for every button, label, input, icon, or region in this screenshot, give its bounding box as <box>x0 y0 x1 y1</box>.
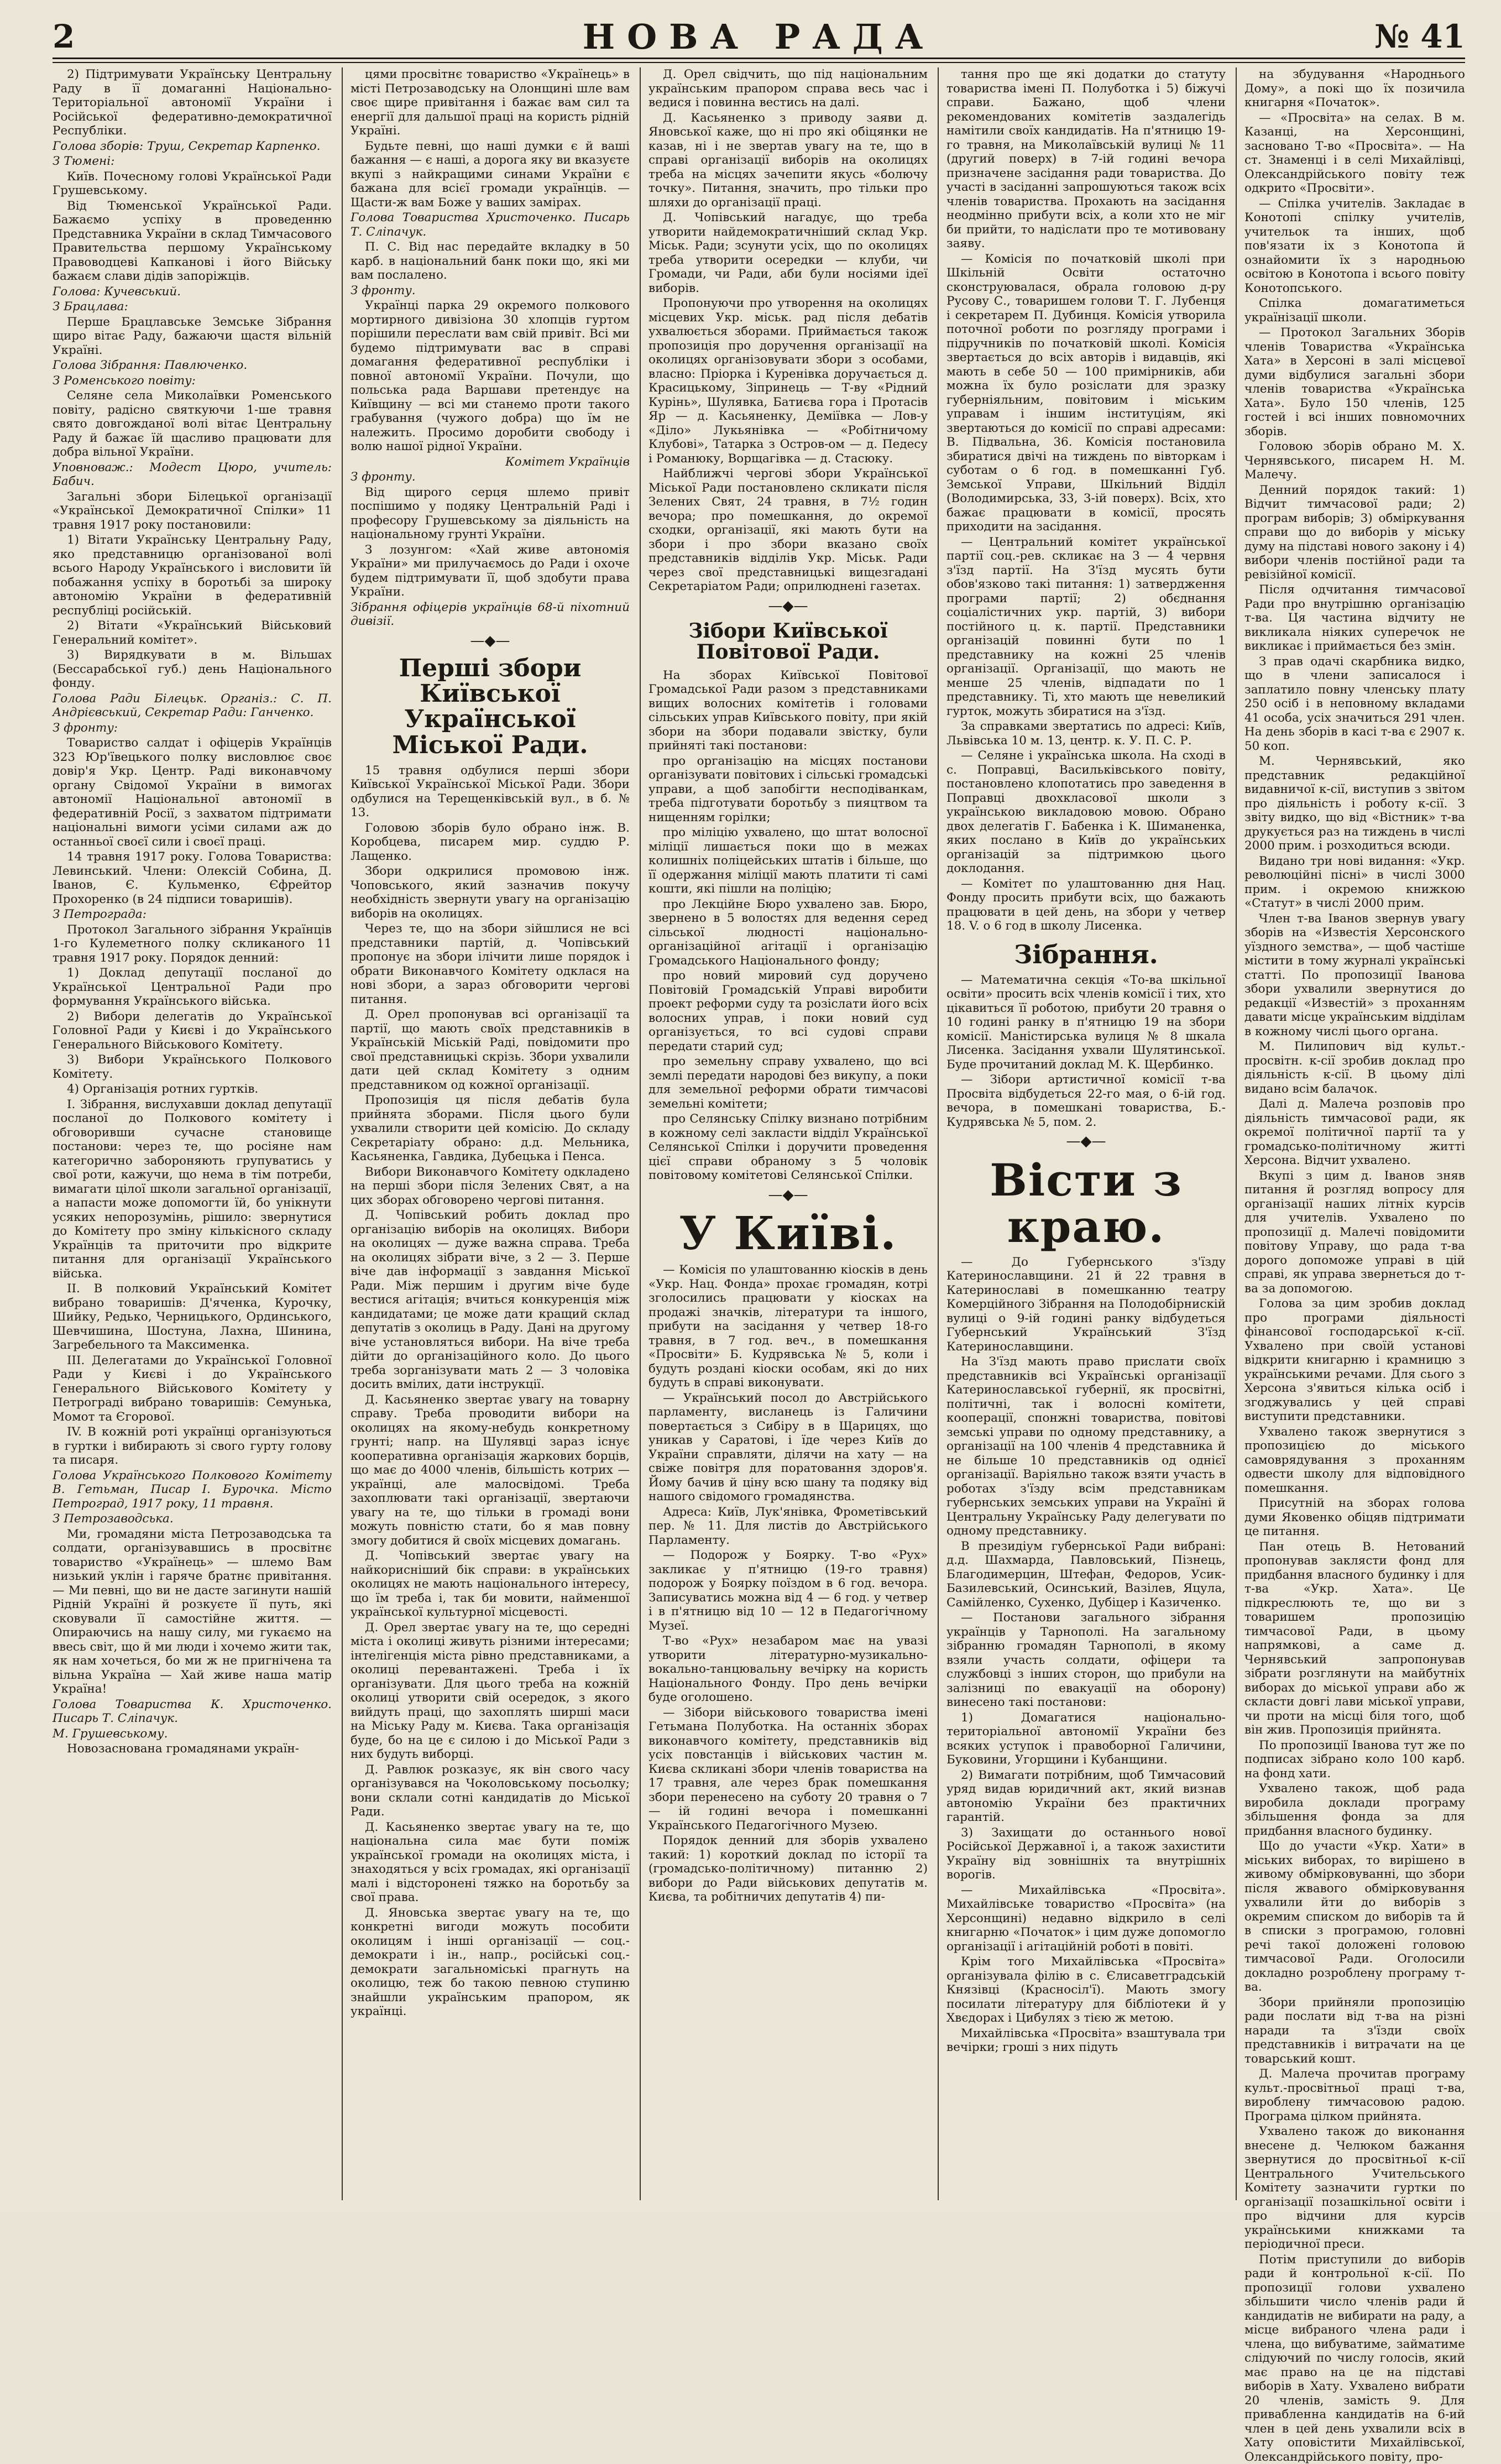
paragraph: Михайлівська «Просвіта» взаштувала три вечірки; гроші з них підуть <box>946 2027 1226 2055</box>
paragraph: Голова за цим зробив доклад про програми діяльності фінансової господарської к-сії. Ухвалено при своїй установі відкрити книгарню і крамницю з українськими речами. Для сього з Херсона з'явиться кілька осіб і згоджувались у цей справі виступити представники. <box>1244 1297 1465 1424</box>
paragraph: Присутній на зборах голова думи Яковенко обіцяв підтримати це питання. <box>1244 1496 1465 1539</box>
paragraph: В президіум губернської Ради вибрані: д.д. Шахмарда, Павловський, Пізнець, Благодимерцин, Штефан, Федоров, Усик-Базилевський, Осинський, Вазілев, Яцула, Самійленко, Сухенко, Дубіцер і Казиченко. <box>946 1539 1226 1610</box>
headline-in-kyiv: У Київі. <box>648 1210 928 1257</box>
column-1 <box>53 67 332 2200</box>
paragraph: Порядок денний для зборів ухвалено такий: 1) короткий доклад по історії та (громадсько-політичному) питанню 2) вибори до Ради військових депутатів м. Києва, та робітничих депутатів 4) пи- <box>648 1834 928 1904</box>
paragraph: про земельну справу ухвалено, що всі землі передати народові без викупу, а поки для земельної реформи обрати тимчасові земельні комітети; <box>648 1054 928 1111</box>
column-5 <box>1244 67 1465 2200</box>
paragraph: Головою зборів було обрано інж. В. Коробцева, писарем мир. суддю Р. Лащенко. <box>351 821 630 864</box>
paragraph: Д. Чопівський робить доклад про організацію виборів на околицях. Вибори на околицях — дуже важна справа. Треба на околицях зібрати віче, з 2 — 3. Перше віче дав інформації з завдання Міської Ради. Між першим і другим віче буде вестися агітація; вчиться конкуренція між кандидатами; це може дати кращий склад депутатів з околиць в Раду. Дані на другому віче установляться вибори. На віче треба дійти до організаційного коло. До цього треба зорганізувати мать 2 — 3 чоловіка досить вмілих, дати інструкції. <box>351 1208 630 1392</box>
paragraph: Т-во «Рух» незабаром має на увазі утворити літературно-музикально-вокально-танцювальну вечірку на користь Національного Фонду. Про день вечірки буде оголошено. <box>648 1634 928 1705</box>
paragraph: Селяне села Миколаївки Роменського повіту, радісно святкуючи 1-ше травня свято довгожданої волі вітає Центральну Раду й бажає їй щасливо працювати для добра вільної України. <box>53 389 332 460</box>
dateline: З Петрозаводська. <box>53 1512 332 1526</box>
ornament-divider: —◆— <box>648 1188 928 1203</box>
paragraph: 3) Вирядкувати в м. Вільшах (Бессарабської губ.) день Національного фонду. <box>53 648 332 691</box>
headline-kyiv-city-council: Перші збори Київської Української Міської Ради. <box>351 656 630 758</box>
signature: Уповноваж.: Модест Цюро, учитель: Бабич. <box>53 461 332 489</box>
paragraph: Від щирого серця шлемо привіт поспішимо у подяку Центральній Раді і професору Грушевському за діяльність на національному грунті України. <box>351 486 630 542</box>
paragraph: Ухвалено також звернутися з пропозицією до міського самоврядування з проханням одвести школу для відповідного помешкання. <box>1244 1425 1465 1496</box>
news-item: — До Губернського з'їзду Катеринославщини. 21 й 22 травня в Катеринославі в помешканню театру Комерційного Зібрання на Полодобірнискій вулиці о 9-ій годині ранку відбудеться Губернський Український З'їзд Катеринославщини. <box>946 1255 1226 1354</box>
news-item: — Комісія по початковій школі при Шкільній Освіти остаточно сконструювалася, обрала головою д-ру Русову С., товаришем голови Т. Г. Лубенця і секретарем П. Дубинця. Комісія утворила поточної роботи по розгляду програми і підручників по початковій школі. Комісія звертається до всіх авторів і видавців, які мають в себе 50 — 100 примірників, аби можна їх було розіслати для зразку губерніяльним, повітовим і міським управам і іншим інституціям, які звертаються до комісії по справі адресами: В. Підвальна, 36. Комісія постановила збиратися двічі на тиждень по вівторкам і суботам о 6 год. в помешканні Губ. Земської Управи, Шкільний Відділ (Володимирська, 33, 3-ій поверх). Всіх, хто бажає працювати в комісії, просять приходити на засідання. <box>946 252 1226 534</box>
ornament-divider: —◆— <box>351 634 630 649</box>
paragraph: Д. Чопівський звертає увагу на найкорисніший бік справи: в українських околицях не мають національного інтересу, що їм треба і, так би мовити, найменшої української культурної місцевості. <box>351 1549 630 1620</box>
paragraph: На З'їзд мають право прислати своїх представників всі Українські організації Катеринославської губернії, як просвітні, політичні, так і волосні комітети, кооперації, спонжні товариства, повітові земські управи по одному представнику, а організації на 100 членів 4 представника й не більше 10 представників од однієї організації. Варіяльно також взяти участь в роботах з'їзду всім представникам губернських земських управи на Україні й Центральну Українську Раду делегувати по одному представнику. <box>946 1355 1226 1538</box>
masthead-rule <box>53 58 1465 63</box>
paragraph: Перше Брацлавське Земське Зібрання щиро вітає Раду, бажаючи щастя вільній Україні. <box>53 315 332 358</box>
paragraph: М. Чернявський, яко представник редакційної видавничої к-сії, виступив з звітом про діяльність і роботу к-сії. З звіту видко, що від «Вістник» т-ва друкується раз на тиждень в числі 2000 прим. і розходиться всюди. <box>1244 754 1465 853</box>
paragraph: П. С. Від нас передайте вкладку в 50 карб. в національний банк поки що, які ми вам послалено. <box>351 240 630 283</box>
paragraph: Після одчитання тимчасової Ради про внутрішню організацію т-ва. Ця частина відчиту не викликала ніяких суперечок не викликає і приймається без змін. <box>1244 583 1465 654</box>
column-rule <box>640 67 641 2200</box>
paragraph: 2) Вітати «Український Військовий Генеральний комітет». <box>53 619 332 647</box>
paragraph: Що до участи «Укр. Хати» в міських виборах, то вирішено в живому обмірковуванні, що збори після жвавого обмірковування ухвалили йти до виборів з окремим списком до виборів та й в списки з програмою, головні речі такої доложені головою тимчасової Ради. Оголосили докладно розроблену програму т-ва. <box>1244 1839 1465 1995</box>
signature: Голова Товариства Христоченко. Писарь Т. Сліпачук. <box>351 211 630 239</box>
paragraph: 1) Доклад депутації посланої до Української Центральної Ради про формування Українського війська. <box>53 966 332 1009</box>
paragraph: Через те, що на збори зійшлися не всі представники партій, д. Чопівський пропонує на збори ілічити лише порядок і обрати Виконавчого Комітету одклася на нові збори, а зараз обговорити чергові питання. <box>351 922 630 1006</box>
paragraph: Далі д. Малеча розповів про діяльність тимчасової ради, як окремої політичної партії та у громадсько-політичному житті Херсона. Відчит ухвалено. <box>1244 1097 1465 1168</box>
dateline: З фронту. <box>351 470 630 484</box>
paragraph: про міліцію ухвалено, що штат волосної міліції лишається поки що в межах колишніх поліцейських штатів і більше, що її одержання міліції мають платити ті самі кошти, які пішли на поліцію; <box>648 826 928 896</box>
news-item: — Селяне і українська школа. На сході в с. Поправці, Васильківського повіту, постановлено клопотатись про заведення в Поправці двохкласової школи з українською викладовою мовою. Обрано двох делегатів Г. Бабенка і К. Шиманенка, яких послано в Київ до українських організацій за підтримкою цього доклодання. <box>946 749 1226 876</box>
paragraph: цями просвітнє товариство «Українець» в місті Петрозаводську на Олонщині шле вам своє щире привітання і бажає вам сил та енергії для дальшої праці на користь рідній Україні. <box>351 67 630 138</box>
paragraph: Протокол Загального зібрання Українців 1-го Кулеметного полку скликаного 11 травня 1917 року. Порядок денний: <box>53 923 332 965</box>
news-item: — Центральний комітет української партії соц.-рев. скликає на 3 — 4 червня з'їзд партії. На З'їзд мусять бути обов'язково такі питання: 1) затвердження програми партії; 2) обєднання соціалістичних укр. партій, 3) вибори постійного ц. к. партії. Представники організацій повинні бути по 1 представнику на кожні 25 членів організації. Організації, що мають не менше 25 членів, відпадати по 1 представнику. Ті, хто мають ще невеликий гурток, можуть збиратися на з'їзд. <box>946 535 1226 719</box>
paragraph: про організацію на місцях постанови організувати повітових і сільські громадські управи, а щоб запобігти несподіванкам, треба підготувати боротьбу з пияцтвом та нищенням горілки; <box>648 754 928 825</box>
signature: Голова Українського Полкового Комітету В. Гетьман, Писар І. Бурочка. Місто Петроград, 1917 року, 11 травня. <box>53 1469 332 1511</box>
paragraph: Новозаснована громадянами україн- <box>53 1742 332 1756</box>
paragraph: 2) Підтримувати Українську Центральну Раду в її домаганні Національно-Територіальної автономії України і Російської федеративно-демократичної Республіки. <box>53 67 332 138</box>
news-item: — Зібори військового товариства імені Гетьмана Полуботка. На останніх зборах виконавчого комітету, представників від усіх повстанців і військових частин м. Києва скликані збори членів товариства на 17 травня, але через брак помешкання збори перенесено на суботу 20 травня о 7 — ій годині вечора і помешканні Українського Педагогічного Музею. <box>648 1706 928 1833</box>
column-2 <box>351 67 630 2200</box>
signature: Голова зборів: Труш, Секретар Карпенко. <box>53 139 332 154</box>
news-item: — Український посол до Австрійського парламенту, висланець із Галичини повертається з Сибіру в в Щарицях, що уникав у Саратові, і їде через Київ до України справляти, ділячи на хату — на свіже повітря для поратовання здоров'я. Йому бачив й ціну всю шану та подяку від нашого свідомого громадянства. <box>648 1391 928 1504</box>
paragraph: Київ. Почесному голові Української Ради Грушевському. <box>53 170 332 198</box>
paragraph: Вкупі з цим д. Іванов зняв питання й розгляд вопросу для організації наших літніх курсів для учителів. Ухвалено по пропозиції д. Малечі повідомити повітову Управу, що рада т-ва дорого допоможе управі в цій справі, як управа звернеться до т-ва за допомогою. <box>1244 1169 1465 1296</box>
paragraph: Крім того Михайлівська «Просвіта» організувала філію в с. Єлисаветградській Князівці (Красносіл'ї). Мають змогу посилати літературу для бібліотеки й у Хвєдорах і Цибулях з тією ж метою. <box>946 1955 1226 2026</box>
paragraph: За справками звертатись по адресі: Київ, Львівська 10 м. 13, центр. к. У. П. С. Р. <box>946 719 1226 748</box>
signature: Зібрання офіцерів українців 68-й піхотний дивізії. <box>351 601 630 629</box>
paragraph: З прав одачі скарбника видко, що в члени записалося і заплатило повну членську плату 250 осіб і в неповному вкладами 41 особа, усіх значиться 291 член. На день зборів в касі т-ва є 2907 к. 50 коп. <box>1244 655 1465 754</box>
news-item: — Постанови загального зібрання українців у Тарнополі. На загальному зібранню громадян Тарнополі, в якому взяли участь солдати, офіцери та службовці з інших сторон, що прибули на залізниці по евакуації на оборону) винесено такі постанови: <box>946 1611 1226 1710</box>
paragraph: Товариство салдат і офіцерів Українців 323 Юр'ївецького полку висловлює своє довір'я Укр. Центр. Раді виконавчому органу Свідомої України в вимогах автономії Національної автономії в федеративній Росії, з захватом підтримати національні вимоги усіми силами аж до останньої своєї сили і своєї праці. <box>53 736 332 849</box>
paragraph: 1) Вітати Українську Центральну Раду, яко представницю організованої волі всього Народу Українського і висловити їй побажання успіху в боротьбі за широку автономію України в федеративній республіці російській. <box>53 533 332 618</box>
paragraph: Потім приступили до виборів ради й контрольної к-сії. По пропозиції голови ухвалено збільшити число членів ради й кандидатів не вибирати на раду, а місце вибраного члена ради і члена, що вибуватиме, займатиме слідуючий по числу голосів, який має право на це на підставі виборів в Хату. Ухвалено вибрати 20 членів, замість 9. Для привабленна кандидатів на 6-ий член в цей день ухвалили всіх в Хату оповістити Михайлівської, Олександрійського повіту, про- <box>1244 2253 1465 2464</box>
paragraph: про Селянську Спілку визнано потрібним в кожному селі закласти відділ Української Селянської Спілки і доручити проведення цієї справи обраному з 5 чоловік повітовому комітетові Селянської Спілки. <box>648 1112 928 1183</box>
paragraph: Денний порядок такий: 1) Відчит тимчасової ради; 2) програм виборів; 3) обміркування справи що до виборів у міську думу на підставі нового закону і 4) вибори членів постійної ради та ревізійної комісії. <box>1244 483 1465 582</box>
news-item: — Подорож у Боярку. Т-во «Рух» закликає у п'ятницю (19-го травня) подорож у Боярку поїздом в 6 год. вечора. Записуватись можна від 4 — 6 год. у четвер і в п'ятницю від 10 — 12 в Педагогічному Музеї. <box>648 1548 928 1633</box>
paragraph: Д. Чопівський нагадує, що треба утворити найдемократичніший склад Укр. Міськ. Ради; зсунути усіх, що по околицях треба утворити осередки — клуби, чи Громади, чи Ради, аби були носіями ідеї виборів. <box>648 211 928 295</box>
news-item: — Протокол Загальних Зборів членів Товариства «Українська Хата» в Херсоні в залі місцевої думи відбулися загальні збори членів товариства «Українська Хата». Було 150 членів, 125 гостей і всі інших повномочних зборів. <box>1244 326 1465 438</box>
paragraph: II. В полковий Український Комітет вибрано товаришів: Д'яченка, Курочку, Шийку, Редько, Черницького, Ординського, Шевчишина, Шостунa, Лахна, Шинина, Загребельного та Максименка. <box>53 1282 332 1353</box>
headline-news-from-region: Вісти з краю. <box>946 1157 1226 1250</box>
column-4 <box>946 67 1226 2200</box>
paragraph: Будьте певні, що наші думки є й ваші бажання — є наші, а дорога яку ви вказуєте вкупі з найкращими синами України є бажана для всієї громади українців. — Щасти-ж вам Боже у ваших замірах. <box>351 139 630 210</box>
dateline: М. Грушевському. <box>53 1727 332 1741</box>
paragraph: Українці парка 29 окремого полкового мортирного дивізіона 30 хлопців гуртом порішили переслати вам свій привіт. Всі ми будемо підтримувати вас в справі домагання федеративної республіки і повної автономії України. Почули, що польська рада Варшави претендує на Київщину — всі ми станемо проти такого грабування (чужого добра) що їм не належить. Просимо доробити свободу і волю нашої рідної України. <box>351 299 630 454</box>
issue-number: № 41 <box>1374 18 1465 55</box>
paragraph: Ми, громадяни міста Петрозаводська та солдати, організувавшись в просвітнє товариство «Українець» — шлемо Вам низький уклін і гаряче братнє привітання. — Ми певні, що ви не дасте загинути нашій Рідній Україні й розкуєте її путь, які сковували її самостійне життя. — Опираючись на нашу силу, ми гукаємо на ввесь світ, що й ми люди і хочемо жити так, як нам хочеться, бо ми ж не пригнічена та вільна Україна — Хай живе наша матір Україна! <box>53 1527 332 1696</box>
news-item: — Математична секція «То-ва шкільної освіти» просить всіх членів комісії і тих, хто цікавиться її роботою, прибути 20 травня о 10 годині ранку в п'ятницю 19 на збори комісії. Маністирська вулиця № 8 шкала Лисенка. Засідання ухвали Шулятинської. Буде прочитаний доклад М. К. Щербинко. <box>946 973 1226 1072</box>
paragraph: М. Пилипович від культ.-просвітн. к-сії зробив доклад про діяльність к-сії. В цьому ділі видано всім балачок. <box>1244 1040 1465 1096</box>
signature: Комітет Українців <box>351 455 630 469</box>
paragraph: 2) Вибори делегатів до Української Головної Ради у Києві і до Українського Генерального Військового Комітету. <box>53 1010 332 1052</box>
paragraph: На зборах Київської Повітової Громадської Ради разом з представниками вищих волосних комітетів і головами сільських управ Київського повіту, при якій збори на збори подавали звістку, були прийняті такі постанови: <box>648 669 928 753</box>
page-number: 2 <box>53 18 75 55</box>
dateline: З Петрограда: <box>53 907 332 922</box>
paragraph: З лозунгом: «Хай живе автономія України» ми прилучаємось до Ради і охоче будем підтримувати її, щоб здобути права України. <box>351 543 630 599</box>
paragraph: про Лекційне Бюро ухвалено зав. Бюро, звернено в 5 волостях для ведення серед сільської людності національно-організаційної агітації і організацію Громадського Національного фонду; <box>648 897 928 968</box>
dateline: З фронту: <box>53 721 332 735</box>
paragraph: Ухвалено також, щоб рада виробила доклади програму збільшення фонда за для придбання власного будинку. <box>1244 1782 1465 1838</box>
paragraph: 3) Вибори Українського Полкового Комітету. <box>53 1053 332 1081</box>
paragraph: 2) Вимагати потрібним, щоб Тимчасовий уряд видав юридичний акт, який визнав автономію України без практичних гарантій. <box>946 1768 1226 1825</box>
masthead <box>53 8 1465 58</box>
paragraph: 14 травня 1917 року. Голова Товариства: Левинський. Члени: Олексій Собина, Д. Іванов, Є. Кульменко, Єфрейтор Прохоренко (в 24 підписи товаришів). <box>53 850 332 906</box>
paragraph: 15 травня одбулися перші збори Київської Української Міської Ради. Збори одбулися на Терещенківській вул., в б. № 13. <box>351 764 630 820</box>
paragraph: Спілка домагатиметься українізації школи. <box>1244 296 1465 325</box>
column-3 <box>648 67 928 2200</box>
signature: Голова Зібрання: Павлюченко. <box>53 358 332 373</box>
ornament-divider: —◆— <box>648 599 928 614</box>
paragraph: Головою зборів обрано М. Х. Чернявського, писарем Н. М. Малечу. <box>1244 440 1465 482</box>
paragraph: Д. Касьяненко звертає увагу на те, що національна сила має бути поміж української громади на околицях міста, і знаходяться у всіх громадах, які організації малі і відсторонені тяжко на боротьбу за свої права. <box>351 1820 630 1905</box>
column-rule <box>1236 67 1237 2200</box>
paragraph: Загальні збори Білецької організації «Української Демократичної Спілки» 11 травня 1917 року постановили: <box>53 490 332 533</box>
paragraph: 1) Домагатися національно-територіальної автономії України без всяких уступок і правоборної Галичини, Буковини, Угорщини і Кубанщини. <box>946 1711 1226 1767</box>
paragraph: Адреса: Київ, Лук'янівка, Фрометівський пер. № 11. Для листів до Австрійського Парламенту. <box>648 1505 928 1548</box>
paragraph: 4) Організація ротних гуртків. <box>53 1082 332 1097</box>
paragraph: I. Зібрання, вислухавши доклад депутації посланої до Полкового комітету і обговоривши сучасне становище постанови: через те, що росіяне нам категорично забороняють групуватись у свої роти, кажучи, що нема в тім потреби, вимагати цілої школи загальної організації, а напасти може допомогти їй, бо унікнути усяких непорозумінь, рішило: звернутися до Комітету про зміну кількісного складу Українців та приточити про відкрите питання для організації Українського війська. <box>53 1098 332 1281</box>
paragraph: Д. Орел свідчить, що під національним українським прапором справа весь час і ведися і повинна вестись на далі. <box>648 67 928 110</box>
paragraph: Член т-ва Іванов звернув увагу зборів на «Известія Херсонского уїздного земства», — щоб частіше містити в тому журналі українські статті. По пропозиції Іванова збори ухвалили звернутися до редакції «Известій» з проханням давати місце українським відділам в кожному числі цього органа. <box>1244 912 1465 1039</box>
ornament-divider: —◆— <box>946 1135 1226 1149</box>
paragraph: Д. Орел пропонував всі організації та партії, що мають своїх представників в Українській Міській Раді, повідомити про свої представницькі скрізь. Збори ухвалили дати цей склад Комітету з одним представником од кожної організації. <box>351 1007 630 1092</box>
paragraph: Д. Яновська звертає увагу на те, що конкретні вигоди можуть пособити околицям і інші організації — соц.-демократи і ін., напр., російські соц.-демократи загальноміські прагнуть на околицю, теж бо такою певною ступиню знайшли українським прапором, як українці. <box>351 1906 630 2019</box>
news-item: — Комісія по улаштованню кіосків в день «Укр. Нац. Фонда» прохає громадян, котрі зголосились працювати у кіосках на продажі значків, літератури та іншого, прибути на засідання у четвер 18-го травня, в 7 год. веч., в помешкання «Просвіти» Б. Кудрявська № 5, коли і будуть роздані кіоски особам, які до них будуть в справі виконувати. <box>648 1263 928 1390</box>
news-item: — Михайлівська «Просвіта». Михайлівське товариство «Просвіта» (на Херсонщині) недавно відкрило в селі книгарню «Початок» і цим дуже допомогло організації і агітаційній роботі в повіті. <box>946 1883 1226 1954</box>
paragraph: Видано три нові видання: «Укр. революційні пісні» в числі 3000 прим. і окремою книжкою «Статут» в числі 2000 прим. <box>1244 854 1465 911</box>
signature: Голова Ради Білецьк. Організ.: С. П. Андрієвський, Секретар Ради: Ганченко. <box>53 692 332 720</box>
signature: Голова: Кучевський. <box>53 285 332 299</box>
headline-kyiv-district-council: Зібори Київської Повітової Ради. <box>648 621 928 663</box>
dateline: З Тюмені: <box>53 154 332 169</box>
column-rule <box>938 67 939 2200</box>
dateline: З Роменського повіту: <box>53 374 332 388</box>
headline-meetings: Зібрання. <box>946 941 1226 968</box>
paragraph: на збудування «Народнього Дому», а покі що їх позичила книгарня «Початок». <box>1244 67 1465 110</box>
paragraph: Пан отець В. Нетований пропонував заклясти фонд для придбання власного будинку і для т-ва «Укр. Хата». Це підкреслюють те, що ви з товаришем пропозицію тимчасової Ради, в цьому напрямкові, а саме д. Чернявський запропонував зібрати розглянути на майбутніх виборах до міської управи або ж скласти довгі лави міської управи, чи проти на місці біля того, щоб він жив. Пропозиція прийнята. <box>1244 1540 1465 1737</box>
paragraph: Найближчі чергові збори Української Міської Ради постановлено скликати після Зелених Свят, 24 травня, в 7½ годин вечора; про помешкання, до окремої сходки, організації, які мають бути на збори і про збори вказано своїх представників відділів Укр. Міськ. Ради через свої представницькі вищезгадані Секретаріатом Ради; оприлюднені газетах. <box>648 467 928 594</box>
paragraph: 3) Захищати до останнього нової Російської Державної і, а також захистити Україну від зовнішніх та внутрішніх ворогів. <box>946 1826 1226 1882</box>
paragraph: IV. В кожній роті українці організуються в гуртки і вибирають зі свого гурту голову та писаря. <box>53 1425 332 1468</box>
paragraph: про новий мировий суд доручено Повітовій Громадській Управі виробити проект реформи суду та розіслати його всіх волосних управ, і поки новий суд організується, то всі судові справи передати старий суд; <box>648 969 928 1053</box>
paragraph: тання про ще які додатки до статуту товариства імені П. Полуботка і 5) біжучі справи. Бажано, щоб члени рекомендованих комітетів заздалегідь намітили своїх кандидатів. На п'ятницю 19-го травня, на Миколаївській вулиці № 11 (другий поверх) в 7-ій годині вечора призначене засідання ради товариства. До участі в засіданні запрошуються також всіх членів товариства. Прохають на засідання неодмінно прибути всіх, а коли хто не міг би прийти, то надіслати про те мотивовану заяву. <box>946 67 1226 251</box>
newspaper-title: НОВА РАДА <box>53 17 1465 57</box>
paragraph: Ухвалено також до виконання внесене д. Челюком бажання звернутися до просвітньої к-сії Центрального Учительського Комітету зазначити гуртки по організації позашкільної освіти і про відчини для курсів українськими книжками та періодичної преси. <box>1244 2124 1465 2252</box>
dateline: З фронту. <box>351 284 630 298</box>
signature: Голова Товариства К. Христоченко. Писарь Т. Сліпачук. <box>53 1698 332 1726</box>
news-item: — Комітет по улаштованню дня Нац. Фонду просить прибути всіх, що бажають працювати в цей день, на збори у четвер 18. V. о 6 год в школу Лисенка. <box>946 877 1226 933</box>
paragraph: Д. Касьяненко звертає увагу на товарну справу. Треба проводити вибори на околицях на якому-небудь конкретному грунті; напр. на Шулявці зараз існує кооперативна організація жаркових борців, що має до 4000 членів, більшість котрих — українці, але малосвідомі. Треба захоплювати такі організації, звертаючи увагу на те, що тільки в громаді вони можуть повністю стати, бо я мав повну змогу добитися й своїх місцевих домагань. <box>351 1393 630 1548</box>
paragraph: Пропонуючи про утворення на околицях місцевих Укр. міськ. рад після дебатів ухвалюється зборами. Приймається також пропозиція про доручення організації на околицях організовувати збори з особами, власно: Пріорка і Куренівка доручається д. Красицькому, Зіпринець — Т-ву «Рідний Курінь», Шулявка, Батиєва гора і Протасів Яр — д. Касьяненку, Деміївка — Лов-у «Діло» Лукьянівка — «Робітничому Клубові», Татарка з Остров-ом — д. Педесу і Романюку, Ворщагівка — д. Стасюку. <box>648 296 928 466</box>
paragraph: III. Делегатами до Української Головної Ради у Києві і до Українського Генерального Військового Комітету у Петрограді вибрано товаришів: Семунька, Момот та Єгорової. <box>53 1354 332 1424</box>
news-item: — Зібори артистичної комісії т-ва Просвіта відбудеться 22-го мая, о 6-ій год. вечора, в помешкані товариства, Б.-Кудрявська № 5, пом. 2. <box>946 1073 1226 1129</box>
news-item: — «Просвіта» на селах. В м. Казанці, на Херсонщині, засновано Т-во «Просвіта». — На ст. Знаменці і в селі Михайлівці, Олександрійського повіту теж одкрито «Просвіти». <box>1244 111 1465 196</box>
paragraph: Д. Равлюк розказує, як він свого часу організувався на Чоколовському посьолку; вони склали сотні кандидатів до Міської Ради. <box>351 1763 630 1819</box>
news-item: — Спілка учителів. Закладає в Конотопі спілку учителів, учительок та інших, щоб пов'язати іх з Конотопа й ознайомити їх з народньою освітою в Конотопа і всього повіту Конотопського. <box>1244 197 1465 296</box>
paragraph: Д. Малеча прочитав програму культ.-просвітньої праці т-ва, вироблену тимчасовою радою. Програма цілком прийнята. <box>1244 2067 1465 2123</box>
paragraph: Збори прийняли пропозицію ради послати від т-ва на різні наради та з'їзди своїх представників і витрачати на це товарський кошт. <box>1244 1996 1465 2066</box>
paragraph: Д. Касьяненко з приводу заяви д. Яновської каже, що ні про які обіцянки не казав, ні і не звертав увагу на те, що в справі організації виборів на околицях треба на місцях зачепити якусь «болючу точку». Питання, значить, про тільки про шляхи до організації праці. <box>648 111 928 210</box>
paragraph: Від Тюменської Української Ради. Бажаємо успіху в проведенню Представника України в склад Тимчасового Правительства першому Українському Правоводцеві Капканові і його Війську бажаєм слави дідів запоріжців. <box>53 199 332 284</box>
column-rule <box>342 67 343 2200</box>
paragraph: По пропозиції Іванова тут же по подписах зібрано коло 100 карб. на фонд хати. <box>1244 1739 1465 1781</box>
paragraph: Вибори Виконавчого Комітету одкладено на перші збори після Зелених Свят, а на цих зборах обговорено чергові питання. <box>351 1165 630 1208</box>
paragraph: Збори одкрилися промовою інж. Чоповського, який зазначив покучу необхідність звернути увагу на організацію виборів на околицях. <box>351 864 630 921</box>
dateline: З Брацлава: <box>53 300 332 314</box>
paragraph: Пропозиція ця після дебатів була прийнята зборами. Після цього були ухвалили створити цей комісію. До складу Секретаріату обрано: д.д. Мельника, Касьяненка, Гавдика, Дубецька і Пенса. <box>351 1093 630 1164</box>
paragraph: Д. Орел звертає увагу на те, що середні міста і околиці живуть різними інтересами; інтелігенція міста рівно представниками, а околиці перевантажені. Треба і їх організувати. Для цього треба на кожній околиці утворити свій осередок, з якого вийдуть праці, що захоплять ширші маси на Міську Раду м. Києва. Така організація буде, бо на це є силою і до Міської Ради з них будуть виборці. <box>351 1621 630 1762</box>
